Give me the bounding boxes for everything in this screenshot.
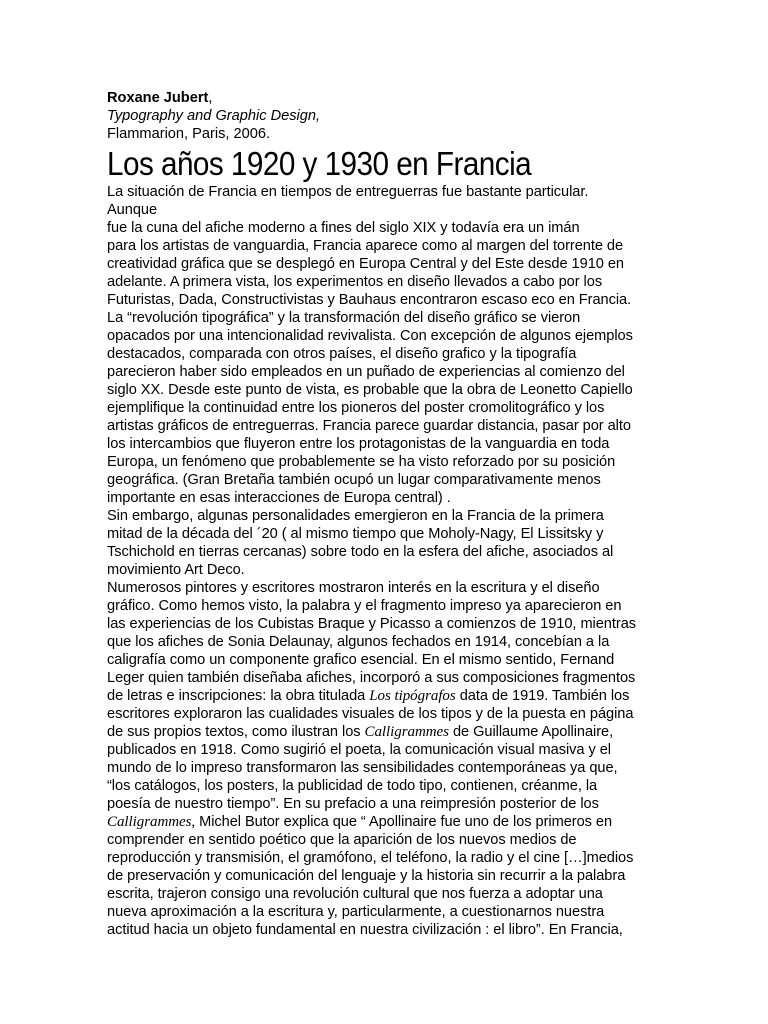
book-title-calligrammes: Calligrammes, xyxy=(107,814,196,830)
body-line: gráfico. Como hemos visto, la palabra y el fragmento impreso ya aparecieron en xyxy=(107,598,622,614)
body-line: los intercambios que fluyeron entre los protagonistas de la vanguardia en toda xyxy=(107,436,610,452)
citation-author-suffix: , xyxy=(208,90,213,106)
body-line: Numerosos pintores y escritores mostraron interés en la escritura y el diseño xyxy=(107,580,600,596)
citation-block xyxy=(107,89,667,143)
artwork-title-los-tipografos: Los tipógrafos xyxy=(369,688,456,704)
body-line: “los catálogos, los posters, la publicidad de todo tipo, contienen, créanme, la xyxy=(107,778,598,794)
document-page xyxy=(107,89,667,939)
body-text xyxy=(107,183,667,939)
body-line: reproducción y transmisión, el gramófono, el teléfono, la radio y el cine […]medios xyxy=(107,850,634,866)
body-line: mitad de la década del ´20 ( al mismo tiempo que Moholy-Nagy, El Lissitsky y xyxy=(107,526,604,542)
book-title-calligrammes: Calligrammes xyxy=(364,724,449,740)
citation-book-title: Typography and Graphic Design, xyxy=(107,108,321,124)
body-line-tipografos xyxy=(107,687,667,705)
body-text-fragment: de sus propios textos, como ilustran los xyxy=(107,724,365,740)
body-line: Sin embargo, algunas personalidades emergieron en la Francia de la primera xyxy=(107,508,604,524)
citation-publisher: Flammarion, Paris, 2006. xyxy=(107,126,271,142)
body-line: caligrafía como un componente grafico esencial. En el mismo sentido, Fernand xyxy=(107,652,615,668)
body-line: que los afiches de Sonia Delaunay, algunos fechados en 1914, concebían a la xyxy=(107,634,610,650)
body-text-fragment: de Guillaume Apollinaire, xyxy=(448,724,614,740)
body-line: movimiento Art Deco. xyxy=(107,562,245,578)
citation-author-line xyxy=(107,89,667,107)
body-line: de preservación y comunicación del lenguaje y la historia sin recurrir a la palabra xyxy=(107,868,626,884)
body-line: destacados, comparada con otros países, el diseño grafico y la tipografía xyxy=(107,346,577,362)
body-text-fragment: de letras e inscripciones: la obra titulada xyxy=(107,688,370,704)
body-line: La “revolución tipográfica” y la transformación del diseño gráfico se vieron xyxy=(107,310,581,326)
body-line: publicados en 1918. Como sugirió el poeta, la comunicación visual masiva y el xyxy=(107,742,611,758)
body-line-calligrammes-butor xyxy=(107,813,667,831)
body-line: artistas gráficos de entreguerras. Francia parece guardar distancia, pasar por alto xyxy=(107,418,631,434)
body-line: comprender en sentido poético que la aparición de los nuevos medios de xyxy=(107,832,577,848)
body-line: nueva aproximación a la escritura y, particularmente, a cuestionarnos nuestra xyxy=(107,904,605,920)
body-line: las experiencias de los Cubistas Braque y Picasso a comienzos de 1910, mientras xyxy=(107,616,637,632)
body-line: adelante. A primera vista, los experimentos en diseño llevados a cabo por los xyxy=(107,274,603,290)
body-line: La situación de Francia en tiempos de entreguerras fue bastante particular. xyxy=(107,184,589,200)
body-line: geográfica. (Gran Bretaña también ocupó un lugar comparativamente menos xyxy=(107,472,601,488)
body-line: Aunque xyxy=(107,202,158,218)
body-line: mundo de lo impreso transformaron las sensibilidades contemporáneas ya que, xyxy=(107,760,618,776)
body-line: poesía de nuestro tiempo”. En su prefacio a una reimpresión posterior de los xyxy=(107,796,599,812)
page-title: Los años 1920 y 1930 en Francia xyxy=(107,145,532,182)
body-line: ejemplifique la continuidad entre los pioneros del poster cromolitográfico y los xyxy=(107,400,605,416)
body-line: creatividad gráfica que se desplegó en Europa Central y del Este desde 1910 en xyxy=(107,256,624,272)
body-line-calligrammes xyxy=(107,723,667,741)
body-text-fragment: data de 1919. También los xyxy=(455,688,630,704)
body-line: siglo XX. Desde este punto de vista, es probable que la obra de Leonetto Capiello xyxy=(107,382,633,398)
body-line: fue la cuna del afiche moderno a fines del siglo XIX y todavía era un imán xyxy=(107,220,580,236)
body-line: parecieron haber sido empleados en un puñado de experiencias al comienzo del xyxy=(107,364,625,380)
body-line: para los artistas de vanguardia, Francia aparece como al margen del torrente de xyxy=(107,238,624,254)
body-line: importante en esas interacciones de Europa central) . xyxy=(107,490,451,506)
body-line: Tschichold en tierras cercanas) sobre todo en la esfera del afiche, asociados al xyxy=(107,544,614,560)
body-line: escrita, trajeron consigo una revolución cultural que nos fuerza a adoptar una xyxy=(107,886,603,902)
citation-author: Roxane Jubert xyxy=(107,90,209,106)
body-text-fragment: Michel Butor explica que “ Apollinaire fue uno de los primeros en xyxy=(195,814,613,830)
body-line: escritores exploraron las cualidades visuales de los tipos y de la puesta en página xyxy=(107,706,634,722)
body-line: Europa, un fenómeno que probablemente se ha visto reforzado por su posición xyxy=(107,454,616,470)
body-line: Futuristas, Dada, Constructivistas y Bauhaus encontraron escaso eco en Francia. xyxy=(107,292,632,308)
body-line: Leger quien también diseñaba afiches, incorporó a sus composiciones fragmentos xyxy=(107,670,636,686)
body-line: opacados por una intencionalidad revivalista. Con excepción de algunos ejemplos xyxy=(107,328,633,344)
body-line: actitud hacia un objeto fundamental en nuestra civilización : el libro”. En Francia, xyxy=(107,922,623,938)
